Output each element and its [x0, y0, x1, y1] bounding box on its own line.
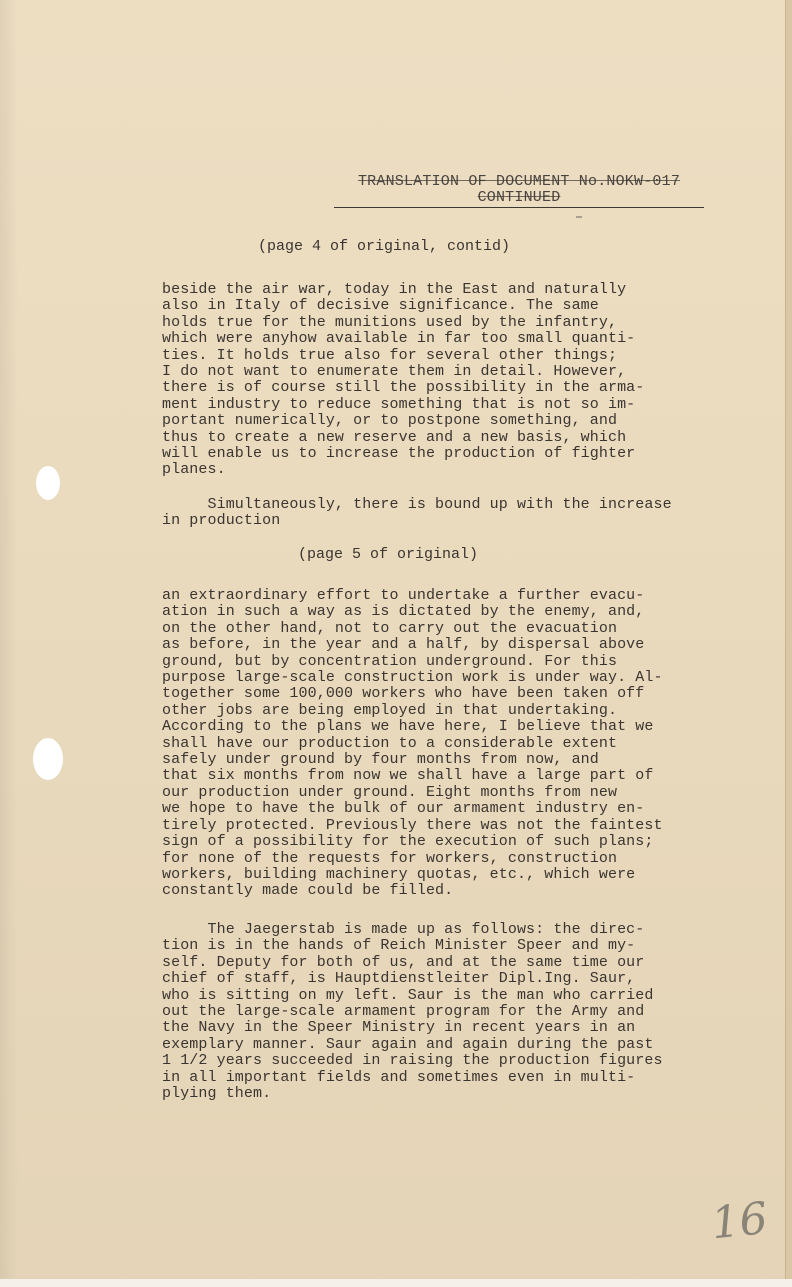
page-edge: [785, 0, 792, 1287]
paragraph-2: Simultaneously, there is bound up with the increase in production: [162, 496, 672, 530]
document-header: [334, 174, 704, 206]
paragraph-1: beside the air war, today in the East and naturally also in Italy of decisive significance. The same holds true for the munitions used by the infantry, which were anyhow available in far too small quanti- ties. It holds true also for several other things; I do not want to enumerate them in detail. However, there is of course still the possibility in the arma- ment industry to reduce something that is not so im- portant numerically, or to postpone something, and thus to create a new reserve and a new basis, which will enable us to increase the production of fighter planes.: [162, 281, 645, 479]
paragraph-4: The Jaegerstab is made up as follows: the direc- tion is in the hands of Reich Minister Speer and my- self. Deputy for both of us, and at the same time our chief of staff, is Hauptdienstleiter Dipl.Ing. Saur, who is sitting on my left. Saur is the man who carried out the large-scale armament program for the Army and the Navy in the Speer Ministry in recent years in an exemplary manner. Saur again and again during the past 1 1/2 years succeeded in raising the production figures in all important fields and sometimes even in multi- plying them.: [162, 921, 663, 1103]
paragraph-3: an extraordinary effort to undertake a further evacu- ation in such a way as is dictated by the enemy, and, on the other hand, not to carry out the evacuation as before, in the year and a half, by dispersal above ground, but by concentration underground. For this purpose large-scale construction work is under way. Al- together some 100,000 workers who have been taken off other jobs are being employed in that undertaking. According to the plans we have here, I believe that we shall have our production to a considerable extent safely under ground by four months from now, and that six months from now we shall have a large part of our production under ground. Eight months from new we hope to have the bulk of our armament industry en- tirely protected. Previously there was not the faintest sign of a possibility for the execution of such plans; for none of the requests for workers, construction workers, building machinery quotas, etc., which were constantly made could be filled.: [162, 587, 663, 900]
header-subtitle: CONTINUED: [477, 189, 561, 206]
stray-mark: [576, 216, 582, 218]
page-note-original-5: (page 5 of original): [298, 546, 479, 563]
handwritten-page-number: 16: [709, 1192, 771, 1250]
punch-hole: [33, 738, 63, 780]
page-note-original-4: (page 4 of original, contid): [258, 238, 511, 255]
punch-hole: [36, 466, 60, 500]
header-title: TRANSLATION OF DOCUMENT No.NOKW-017: [357, 173, 681, 190]
page-bottom-margin: [0, 1279, 792, 1287]
header-underline: [334, 207, 704, 208]
